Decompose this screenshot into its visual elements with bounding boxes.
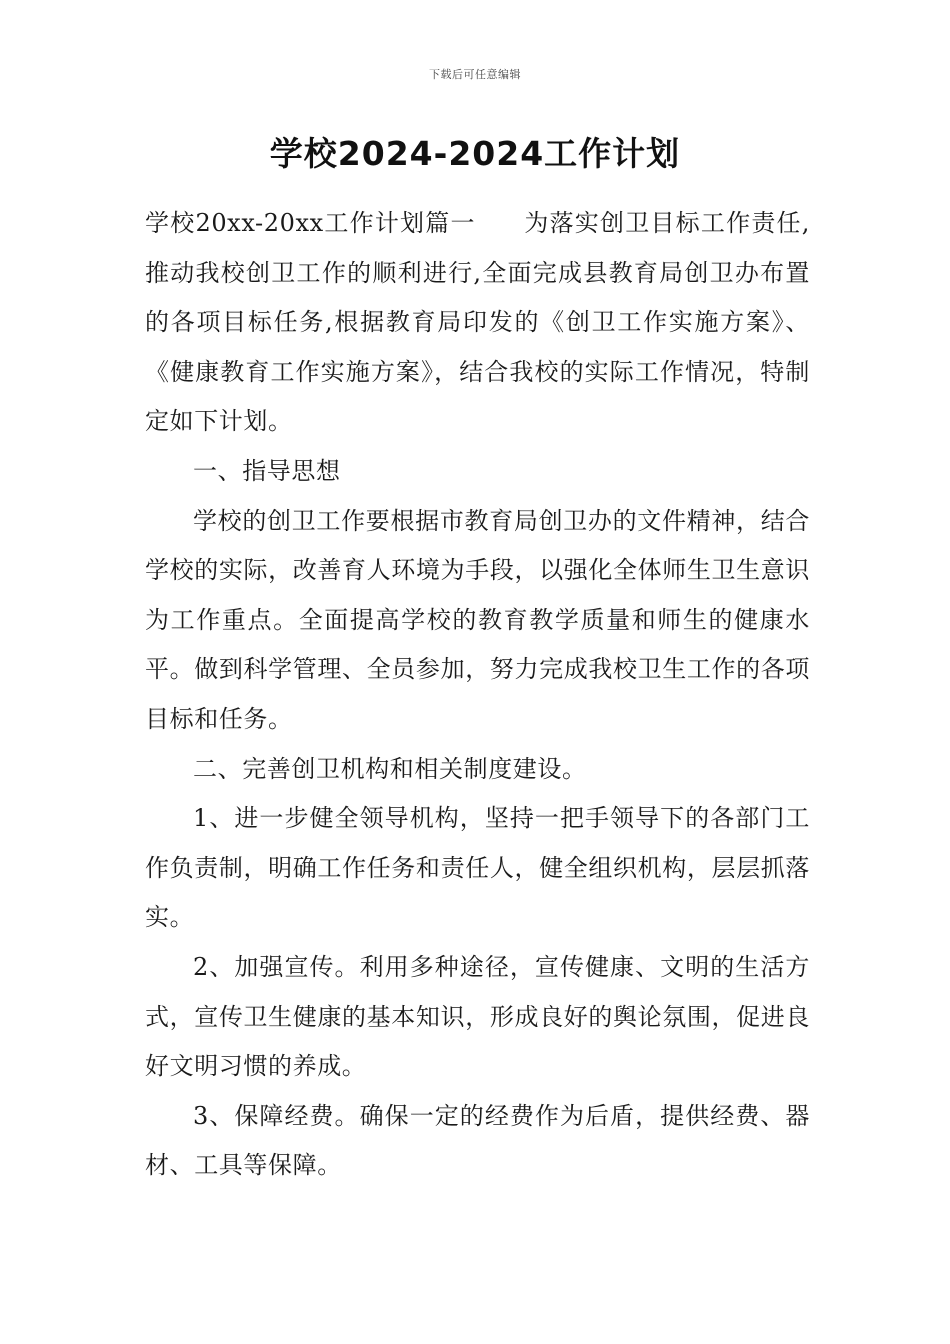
section-heading-guiding-ideology: 一、指导思想 — [193, 456, 341, 485]
header-note: 下载后可任意编辑 — [429, 68, 521, 81]
list-item-funding: 3、保障经费。确保一定的经费作为后盾，提供经费、器材、工具等保障。 — [145, 1101, 810, 1180]
section-paragraph-guiding-ideology: 学校的创卫工作要根据市教育局创卫办的文件精神，结合学校的实际，改善育人环境为手段，以强化全体师生卫生意识为工作重点。全面提高学校的教育教学质量和师生的健康水平。做到科学管理、全员参加，努力完成我校卫生工作的各项目标和任务。 — [145, 506, 810, 733]
list-item-publicity: 2、加强宣传。利用多种途径，宣传健康、文明的生活方式，宣传卫生健康的基本知识，形成良好的舆论氛围，促进良好文明习惯的养成。 — [145, 952, 810, 1081]
document-body — [145, 199, 810, 1191]
list-item-leadership: 1、进一步健全领导机构，坚持一把手领导下的各部门工作负责制，明确工作任务和责任人，健全组织机构，层层抓落实。 — [145, 804, 810, 932]
intro-text: 为落实创卫目标工作责任,推动我校创卫工作的顺利进行,全面完成县教育局创卫办布置的各项目标任务,根据教育局印发的《创卫工作实施方案》、《健康教育工作实施方案》，结合我校的实际工作情况，特制定如下计划。 — [145, 209, 811, 436]
intro-paragraph — [145, 199, 810, 447]
intro-lead: 学校20xx-20xx工作计划篇一 — [145, 209, 476, 237]
page-title: 学校2024-2024工作计划 — [269, 134, 681, 173]
section-heading-institutions: 二、完善创卫机构和相关制度建设。 — [193, 754, 587, 783]
